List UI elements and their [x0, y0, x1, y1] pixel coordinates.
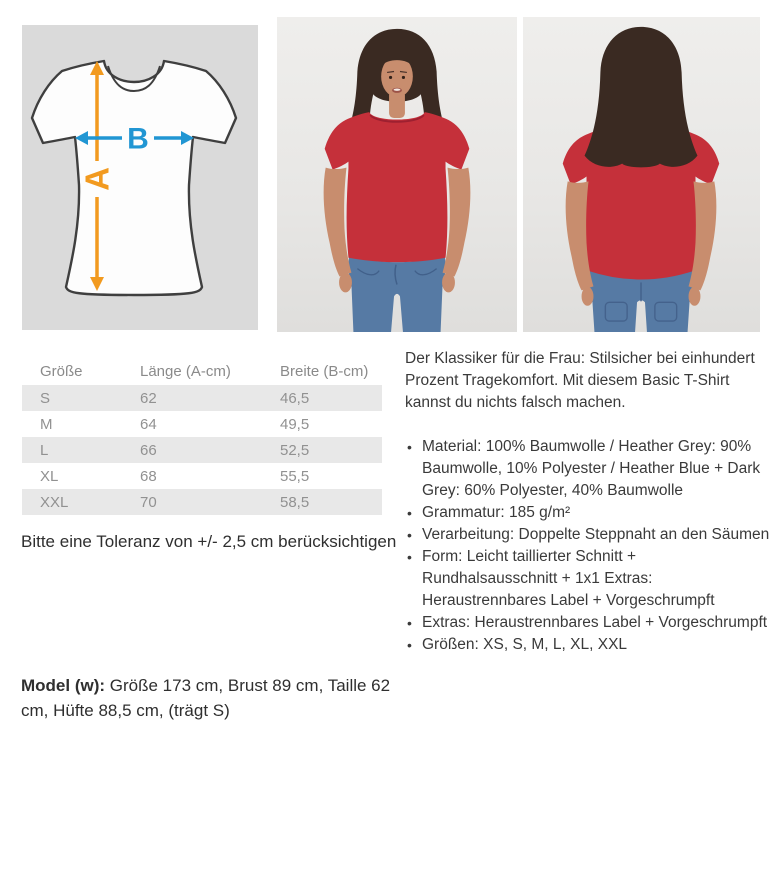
table-cell: 49,5 — [280, 415, 310, 433]
size-measurement-diagram — [22, 25, 258, 330]
bullet-icon: • — [407, 637, 412, 653]
bullet-text: Verarbeitung: Doppelte Steppnaht an den Säumen — [422, 526, 770, 543]
bullet-icon: • — [407, 505, 412, 521]
description-bullet-item — [405, 612, 773, 634]
description-bullet-item — [405, 524, 773, 546]
jeans — [348, 255, 445, 332]
model-back-illustration — [523, 17, 760, 332]
table-row — [22, 411, 382, 437]
table-cell: 52,5 — [280, 441, 310, 459]
table-cell: 58,5 — [280, 493, 310, 511]
column-header: Größe — [40, 362, 83, 380]
size-table-header-row — [22, 357, 382, 385]
table-cell: L — [40, 441, 49, 459]
tolerance-note: Bitte eine Toleranz von +/- 2,5 cm berücksichtigen — [21, 532, 397, 551]
description-bullets — [405, 436, 773, 656]
tshirt-diagram-icon — [22, 25, 258, 330]
table-cell: 64 — [140, 415, 157, 433]
table-cell: XXL — [40, 493, 69, 511]
size-table-body — [22, 385, 382, 515]
product-description — [405, 348, 773, 656]
description-bullet-item — [405, 546, 773, 612]
table-cell: 68 — [140, 467, 157, 485]
left-hand — [339, 273, 352, 293]
tshirt-front — [325, 112, 470, 262]
table-cell: 55,5 — [280, 467, 310, 485]
label-a: A — [78, 167, 116, 191]
right-eye — [402, 76, 405, 79]
teeth — [394, 89, 401, 91]
model-front-photo — [277, 17, 517, 332]
table-cell: XL — [40, 467, 59, 485]
right-hand-back — [689, 287, 701, 306]
table-cell: 62 — [140, 389, 157, 407]
model-info-details: Größe 173 cm, Brust 89 cm, Taille 62 cm, Hüfte 88,5 cm, (trägt S) — [21, 676, 391, 720]
tshirt-outline — [32, 61, 236, 295]
label-b: B — [127, 122, 149, 156]
table-cell: 46,5 — [280, 389, 310, 407]
bullet-icon: • — [407, 549, 412, 565]
bullet-text: Material: 100% Baumwolle / Heather Grey: 90% Baumwolle, 10% Polyester / Heather Blue + Dark Grey: 60% Polyester, 40% Baumwolle — [422, 438, 761, 499]
description-bullet-item — [405, 502, 773, 524]
description-bullet-item — [405, 634, 773, 656]
table-cell: 70 — [140, 493, 157, 511]
table-cell: S — [40, 389, 51, 407]
table-cell: 66 — [140, 441, 157, 459]
bullet-text: Form: Leicht taillierter Schnitt + Rundhalsausschnitt + 1x1 Extras: Heraustrennbares Label + Vorgeschrumpft — [422, 548, 715, 609]
model-back-photo — [523, 17, 760, 332]
table-row — [22, 385, 382, 411]
table-cell: M — [40, 415, 53, 433]
size-table — [22, 357, 382, 515]
column-header: Länge (A-cm) — [140, 362, 231, 380]
left-hand-back — [582, 287, 594, 306]
description-bullet-item — [405, 436, 773, 502]
bullet-icon: • — [407, 527, 412, 543]
column-header: Breite (B-cm) — [280, 362, 369, 380]
left-eye — [389, 76, 392, 79]
bullet-icon: • — [407, 439, 412, 455]
table-row — [22, 489, 382, 515]
table-row — [22, 437, 382, 463]
model-front-illustration — [277, 17, 517, 332]
bullet-text: Grammatur: 185 g/m² — [422, 504, 571, 521]
bullet-text: Extras: Heraustrennbares Label + Vorgeschrumpft — [422, 614, 768, 631]
right-hand — [442, 273, 455, 293]
hair-back — [585, 27, 698, 167]
description-intro: Der Klassiker für die Frau: Stilsicher bei einhundert Prozent Tragekomfort. Mit diesem Basic T-Shirt kannst du nichts falsch machen. — [405, 350, 755, 411]
model-info-label: Model (w): — [21, 676, 106, 695]
bullet-icon: • — [407, 615, 412, 631]
bullet-text: Größen: XS, S, M, L, XL, XXL — [422, 636, 628, 653]
model-info — [21, 673, 395, 723]
table-row — [22, 463, 382, 489]
